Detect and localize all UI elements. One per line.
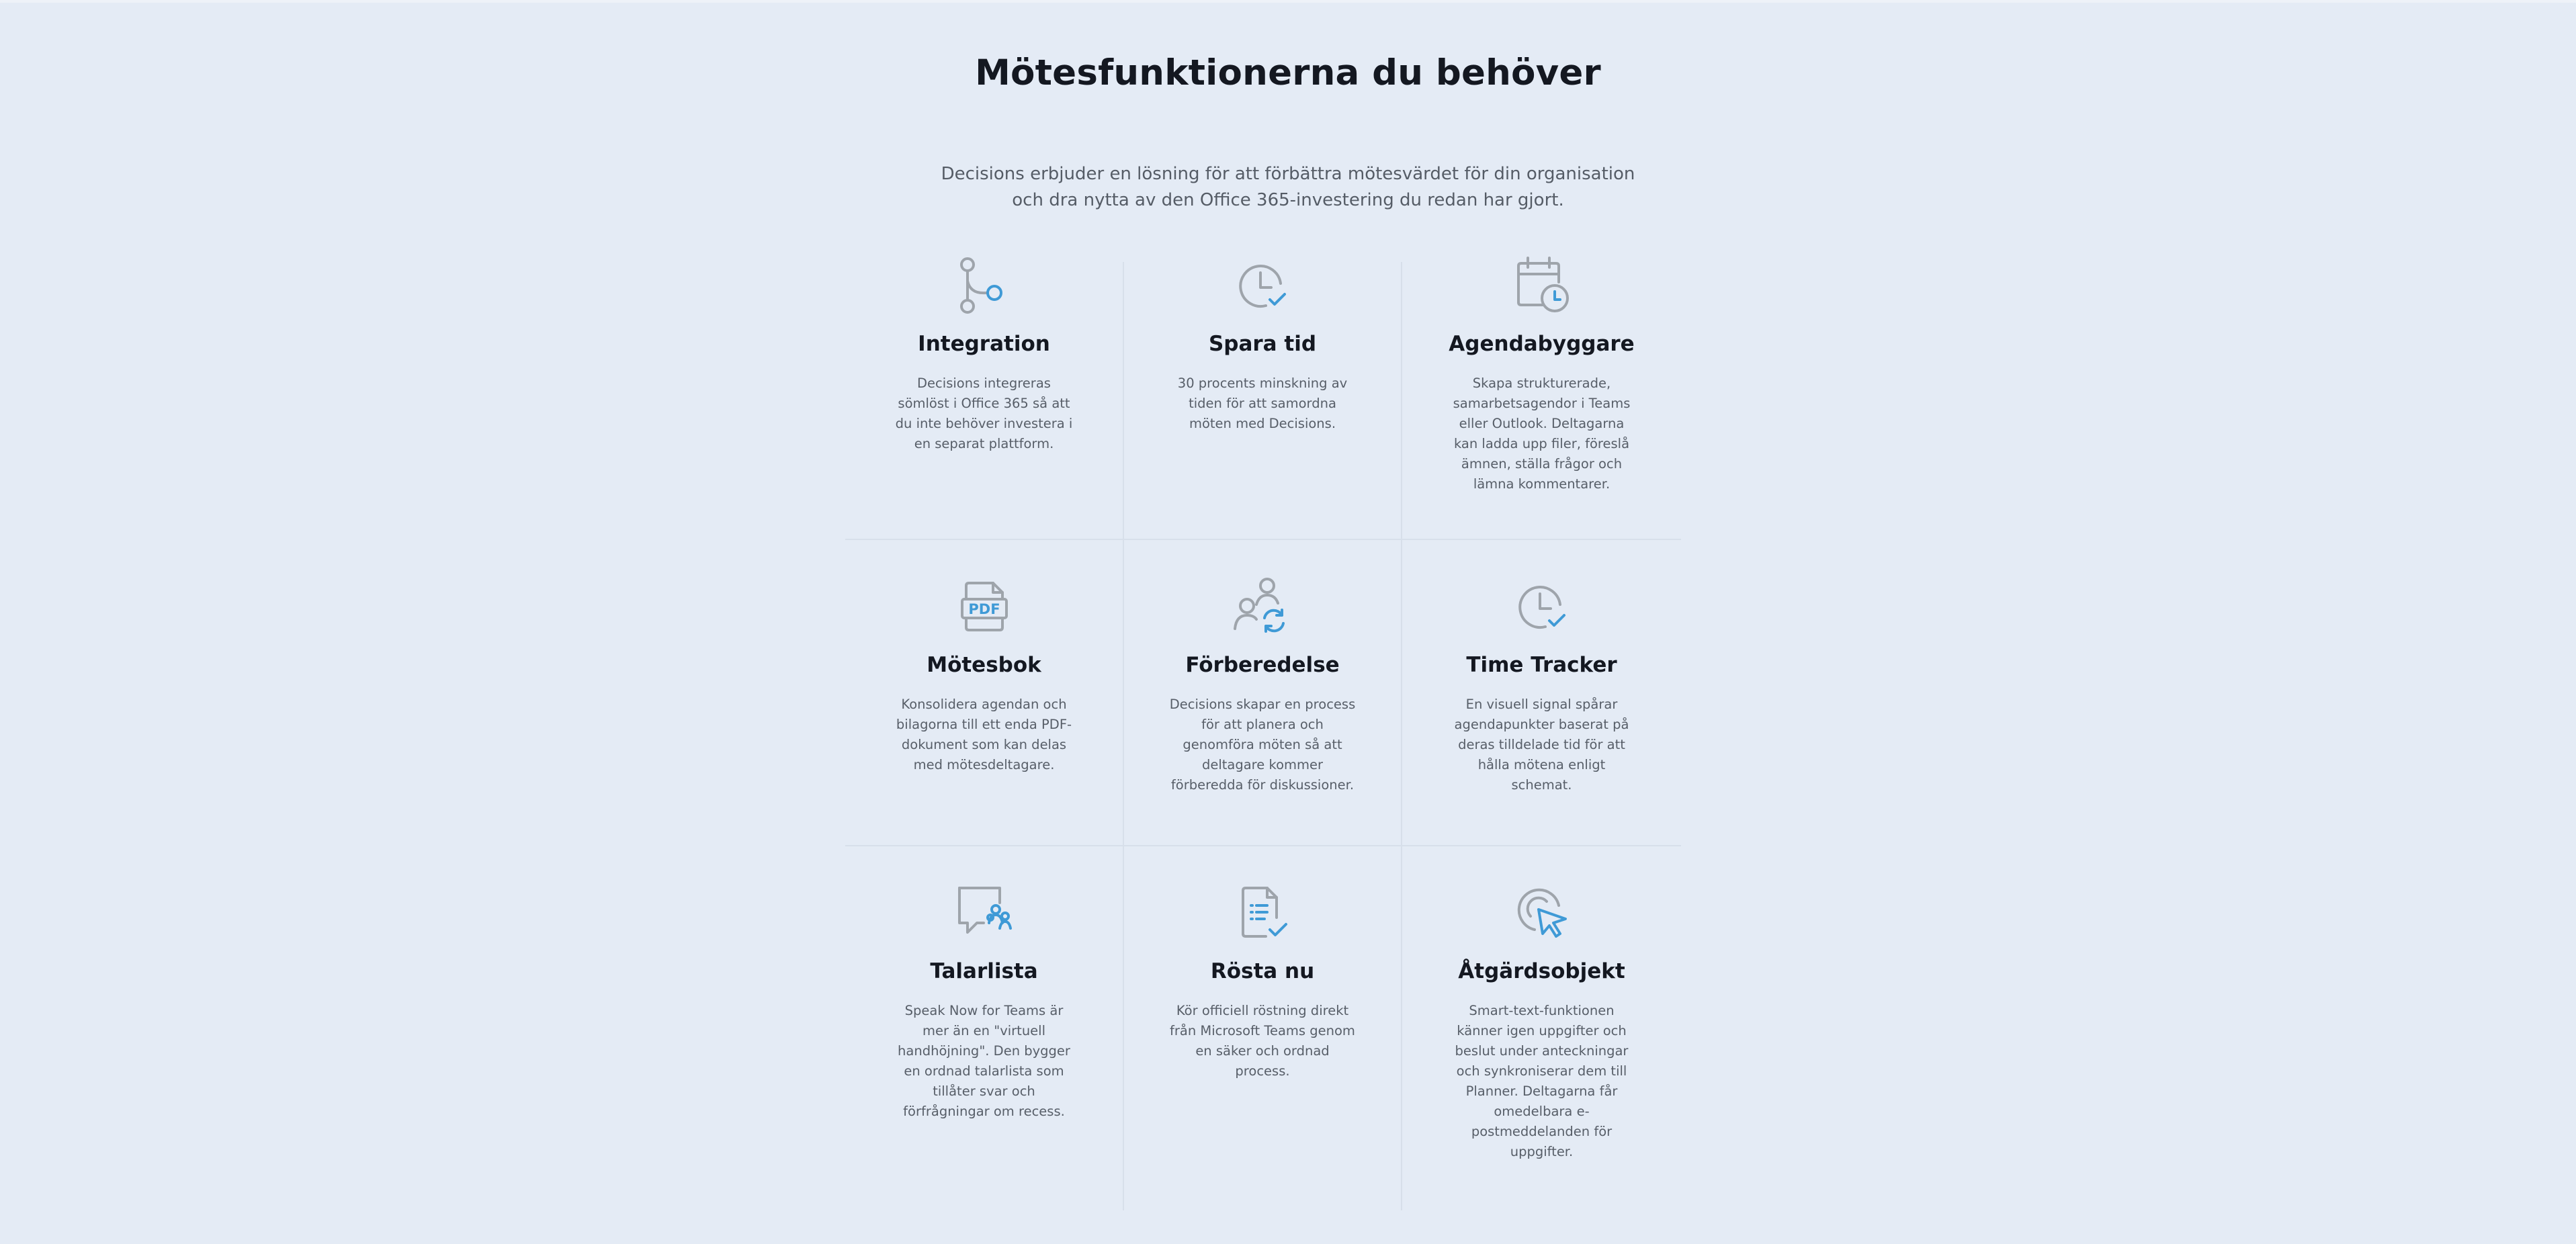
feature-title: Rösta nu (1210, 959, 1315, 983)
feature-title: Spara tid (1208, 332, 1317, 356)
clock-check-icon (1232, 255, 1293, 316)
feature-rosta-nu (1124, 846, 1402, 1210)
feature-description: 30 procents minskning av tiden för att samordna möten med Decisions. (1177, 375, 1348, 431)
page-subtitle: Decisions erbjuder en lösning för att förbättra mötesvärdet för din organisation och dra nytta av den Office 365-investering du redan har gjort. (941, 164, 1635, 210)
branch-icon (954, 255, 1015, 316)
pdf-label: PDF (968, 601, 1000, 617)
feature-time-tracker (1402, 540, 1681, 846)
features-grid (845, 262, 1681, 1210)
feature-title: Förberedelse (1185, 653, 1340, 677)
clock-check-icon (1512, 576, 1572, 637)
pdf-document-icon (954, 576, 1015, 637)
feature-agendabyggare (1402, 262, 1681, 540)
top-border (0, 0, 2576, 3)
page-title: Mötesfunktionerna du behöver (975, 52, 1601, 93)
feature-description: Decisions integreras sömlöst i Office 365 så att du inte behöver investera i en separat plattform. (895, 375, 1073, 451)
calendar-clock-icon (1512, 255, 1572, 316)
document-check-icon (1232, 883, 1293, 943)
feature-spara-tid (1124, 262, 1402, 540)
feature-atgardsobjekt (1402, 846, 1681, 1210)
speech-bubble-people-icon (954, 883, 1015, 943)
feature-description: En visuell signal spårar agendapunkter baserat på deras tilldelade tid för att hålla mötena enligt schemat. (1454, 697, 1629, 793)
feature-talarlista (845, 846, 1124, 1210)
feature-title: Åtgärdsobjekt (1458, 959, 1625, 983)
feature-description: Skapa strukturerade, samarbetsagendor i Teams eller Outlook. Deltagarna kan ladda upp filer, föreslå ämnen, ställa frågor och lämna kommentarer. (1453, 375, 1631, 492)
feature-title: Talarlista (930, 959, 1038, 983)
feature-motesbok (845, 540, 1124, 846)
feature-integration (845, 262, 1124, 540)
feature-title: Integration (918, 332, 1050, 356)
feature-title: Agendabyggare (1449, 332, 1635, 356)
feature-description: Smart-text-funktionen känner igen uppgifter och beslut under anteckningar och synkroniserar dem till Planner. Deltagarna får omedelbara e-postmeddelanden för uppgifter. (1455, 1003, 1629, 1159)
cursor-click-icon (1512, 883, 1572, 943)
feature-description: Konsolidera agendan och bilagorna till ett enda PDF-dokument som kan delas med mötesdeltagare. (896, 697, 1072, 772)
feature-description: Speak Now for Teams är mer än en "virtuell handhöjning". Den bygger en ordnad talarlista som tillåter svar och förfrågningar om recess. (898, 1003, 1070, 1119)
feature-description: Kör officiell röstning direkt från Microsoft Teams genom en säker och ordnad process. (1170, 1003, 1355, 1079)
people-sync-icon (1232, 576, 1293, 637)
feature-forberedelse (1124, 540, 1402, 846)
feature-description: Decisions skapar en process för att planera och genomföra möten så att deltagare kommer förberedda för diskussioner. (1169, 697, 1356, 793)
feature-title: Mötesbok (927, 653, 1041, 677)
feature-title: Time Tracker (1466, 653, 1617, 677)
